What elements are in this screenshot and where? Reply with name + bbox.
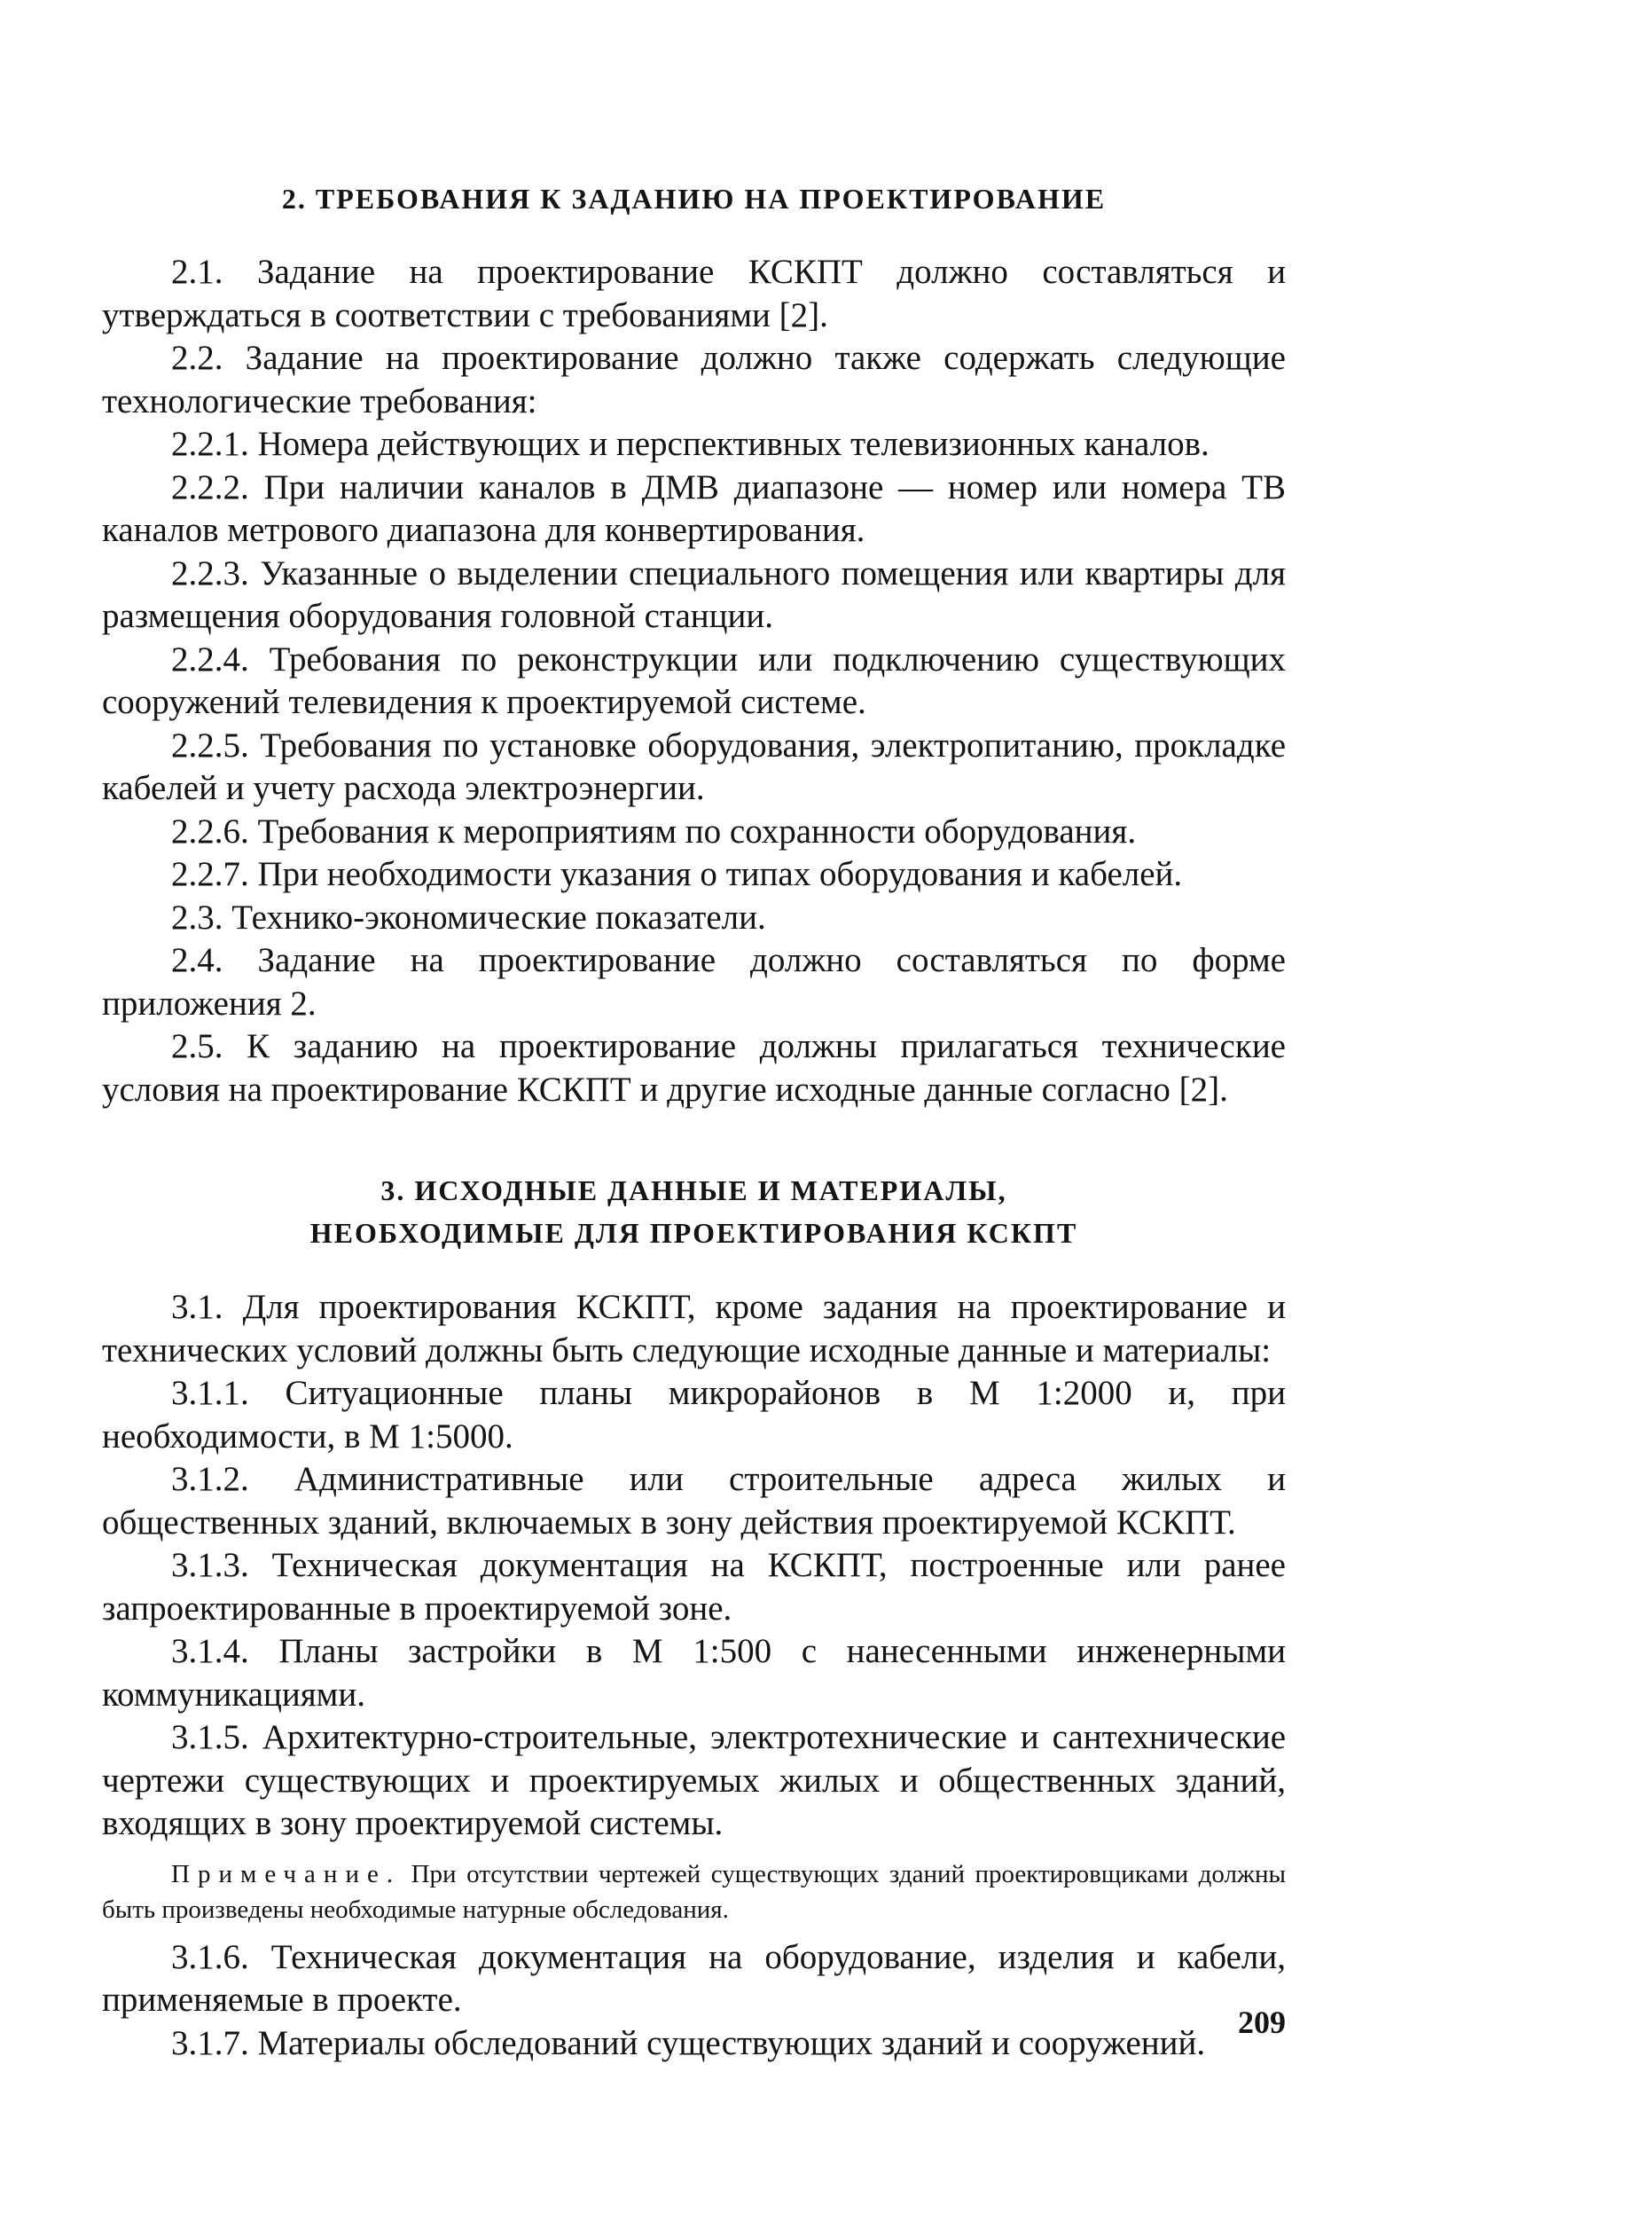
paragraph-3-1-4: 3.1.4. Планы застройки в М 1:500 с нанесенными инженерными коммуникациями. [102,1632,1286,1714]
note-text: При отсутствии чертежей существующих зданий проектировщиками должны быть произведены необходимые натурные обследования. [102,1859,1286,1924]
paragraph-3-1-6: 3.1.6. Техническая документация на оборудование, изделия и кабели, применяемые в проекте. [102,1937,1286,2019]
paragraph-2-2-2: 2.2.2. При наличии каналов в ДМВ диапазоне — номер или номера ТВ каналов метрового диапазона для конвертирования. [102,467,1286,549]
paragraph-3-1-7: 3.1.7. Материалы обследований существующих зданий и сооружений. [171,2023,1206,2062]
section-3-heading-line-2: НЕОБХОДИМЫЕ ДЛЯ ПРОЕКТИРОВАНИЯ КСКПТ [309,1217,1078,1249]
document-page [102,0,1286,2221]
paragraph-2-3: 2.3. Технико-экономические показатели. [171,898,766,937]
paragraph-3-1: 3.1. Для проектирования КСКПТ, кроме задания на проектирование и технических условий должны быть следующие исходные данные и материалы: [102,1288,1286,1369]
section-3-body [102,1286,1286,2065]
paragraph-2-2-6: 2.2.6. Требования к мероприятиям по сохранности оборудования. [171,812,1137,851]
paragraph-2-1: 2.1. Задание на проектирование КСКПТ должно составляться и утверждаться в соответствии с требованиями [2]. [102,253,1286,334]
paragraph-3-1-1: 3.1.1. Ситуационные планы микрорайонов в М 1:2000 и, при необходимости, в М 1:5000. [102,1374,1286,1456]
page-number: 209 [1238,2005,1286,2040]
note-label: Примечание. [171,1859,402,1888]
section-3-heading-line-1: 3. ИСХОДНЫЕ ДАННЫЕ И МАТЕРИАЛЫ, [380,1174,1007,1206]
paragraph-2-2: 2.2. Задание на проектирование должно также содержать следующие технологические требования: [102,339,1286,420]
section-3-heading [102,1169,1286,1254]
paragraph-2-2-3: 2.2.3. Указанные о выделении специального помещения или квартиры для размещения оборудования головной станции. [102,553,1286,635]
paragraph-2-4: 2.4. Задание на проектирование должно составляться по форме приложения 2. [102,941,1286,1023]
paragraph-2-5: 2.5. К заданию на проектирование должны прилагаться технические условия на проектирование КСКПТ и другие исходные данные согласно [2]. [102,1027,1286,1109]
paragraph-3-1-5: 3.1.5. Архитектурно-строительные, электротехнические и сантехнические чертежи существующих и проектируемых жилых и общественных зданий, входящих в зону проектируемой системы. [102,1718,1286,1842]
paragraph-2-2-1: 2.2.1. Номера действующих и перспективных телевизионных каналов. [171,425,1210,463]
paragraph-2-2-7: 2.2.7. При необходимости указания о типах оборудования и кабелей. [171,855,1183,893]
note [102,1856,1286,1927]
section-2-body [102,251,1286,1111]
paragraph-2-2-5: 2.2.5. Требования по установке оборудования, электропитанию, прокладке кабелей и учету расхода электроэнергии. [102,726,1286,807]
paragraph-3-1-2: 3.1.2. Административные или строительные адреса жилых и общественных зданий, включаемых в зону действия проектируемой КСКПТ. [102,1460,1286,1542]
paragraph-3-1-3: 3.1.3. Техническая документация на КСКПТ, построенные или ранее запроектированные в проектируемой зоне. [102,1546,1286,1628]
paragraph-2-2-4: 2.2.4. Требования по реконструкции или подключению существующих сооружений телевидения к проектируемой системе. [102,640,1286,721]
section-2-heading: 2. ТРЕБОВАНИЯ К ЗАДАНИЮ НА ПРОЕКТИРОВАНИЕ [281,183,1107,215]
